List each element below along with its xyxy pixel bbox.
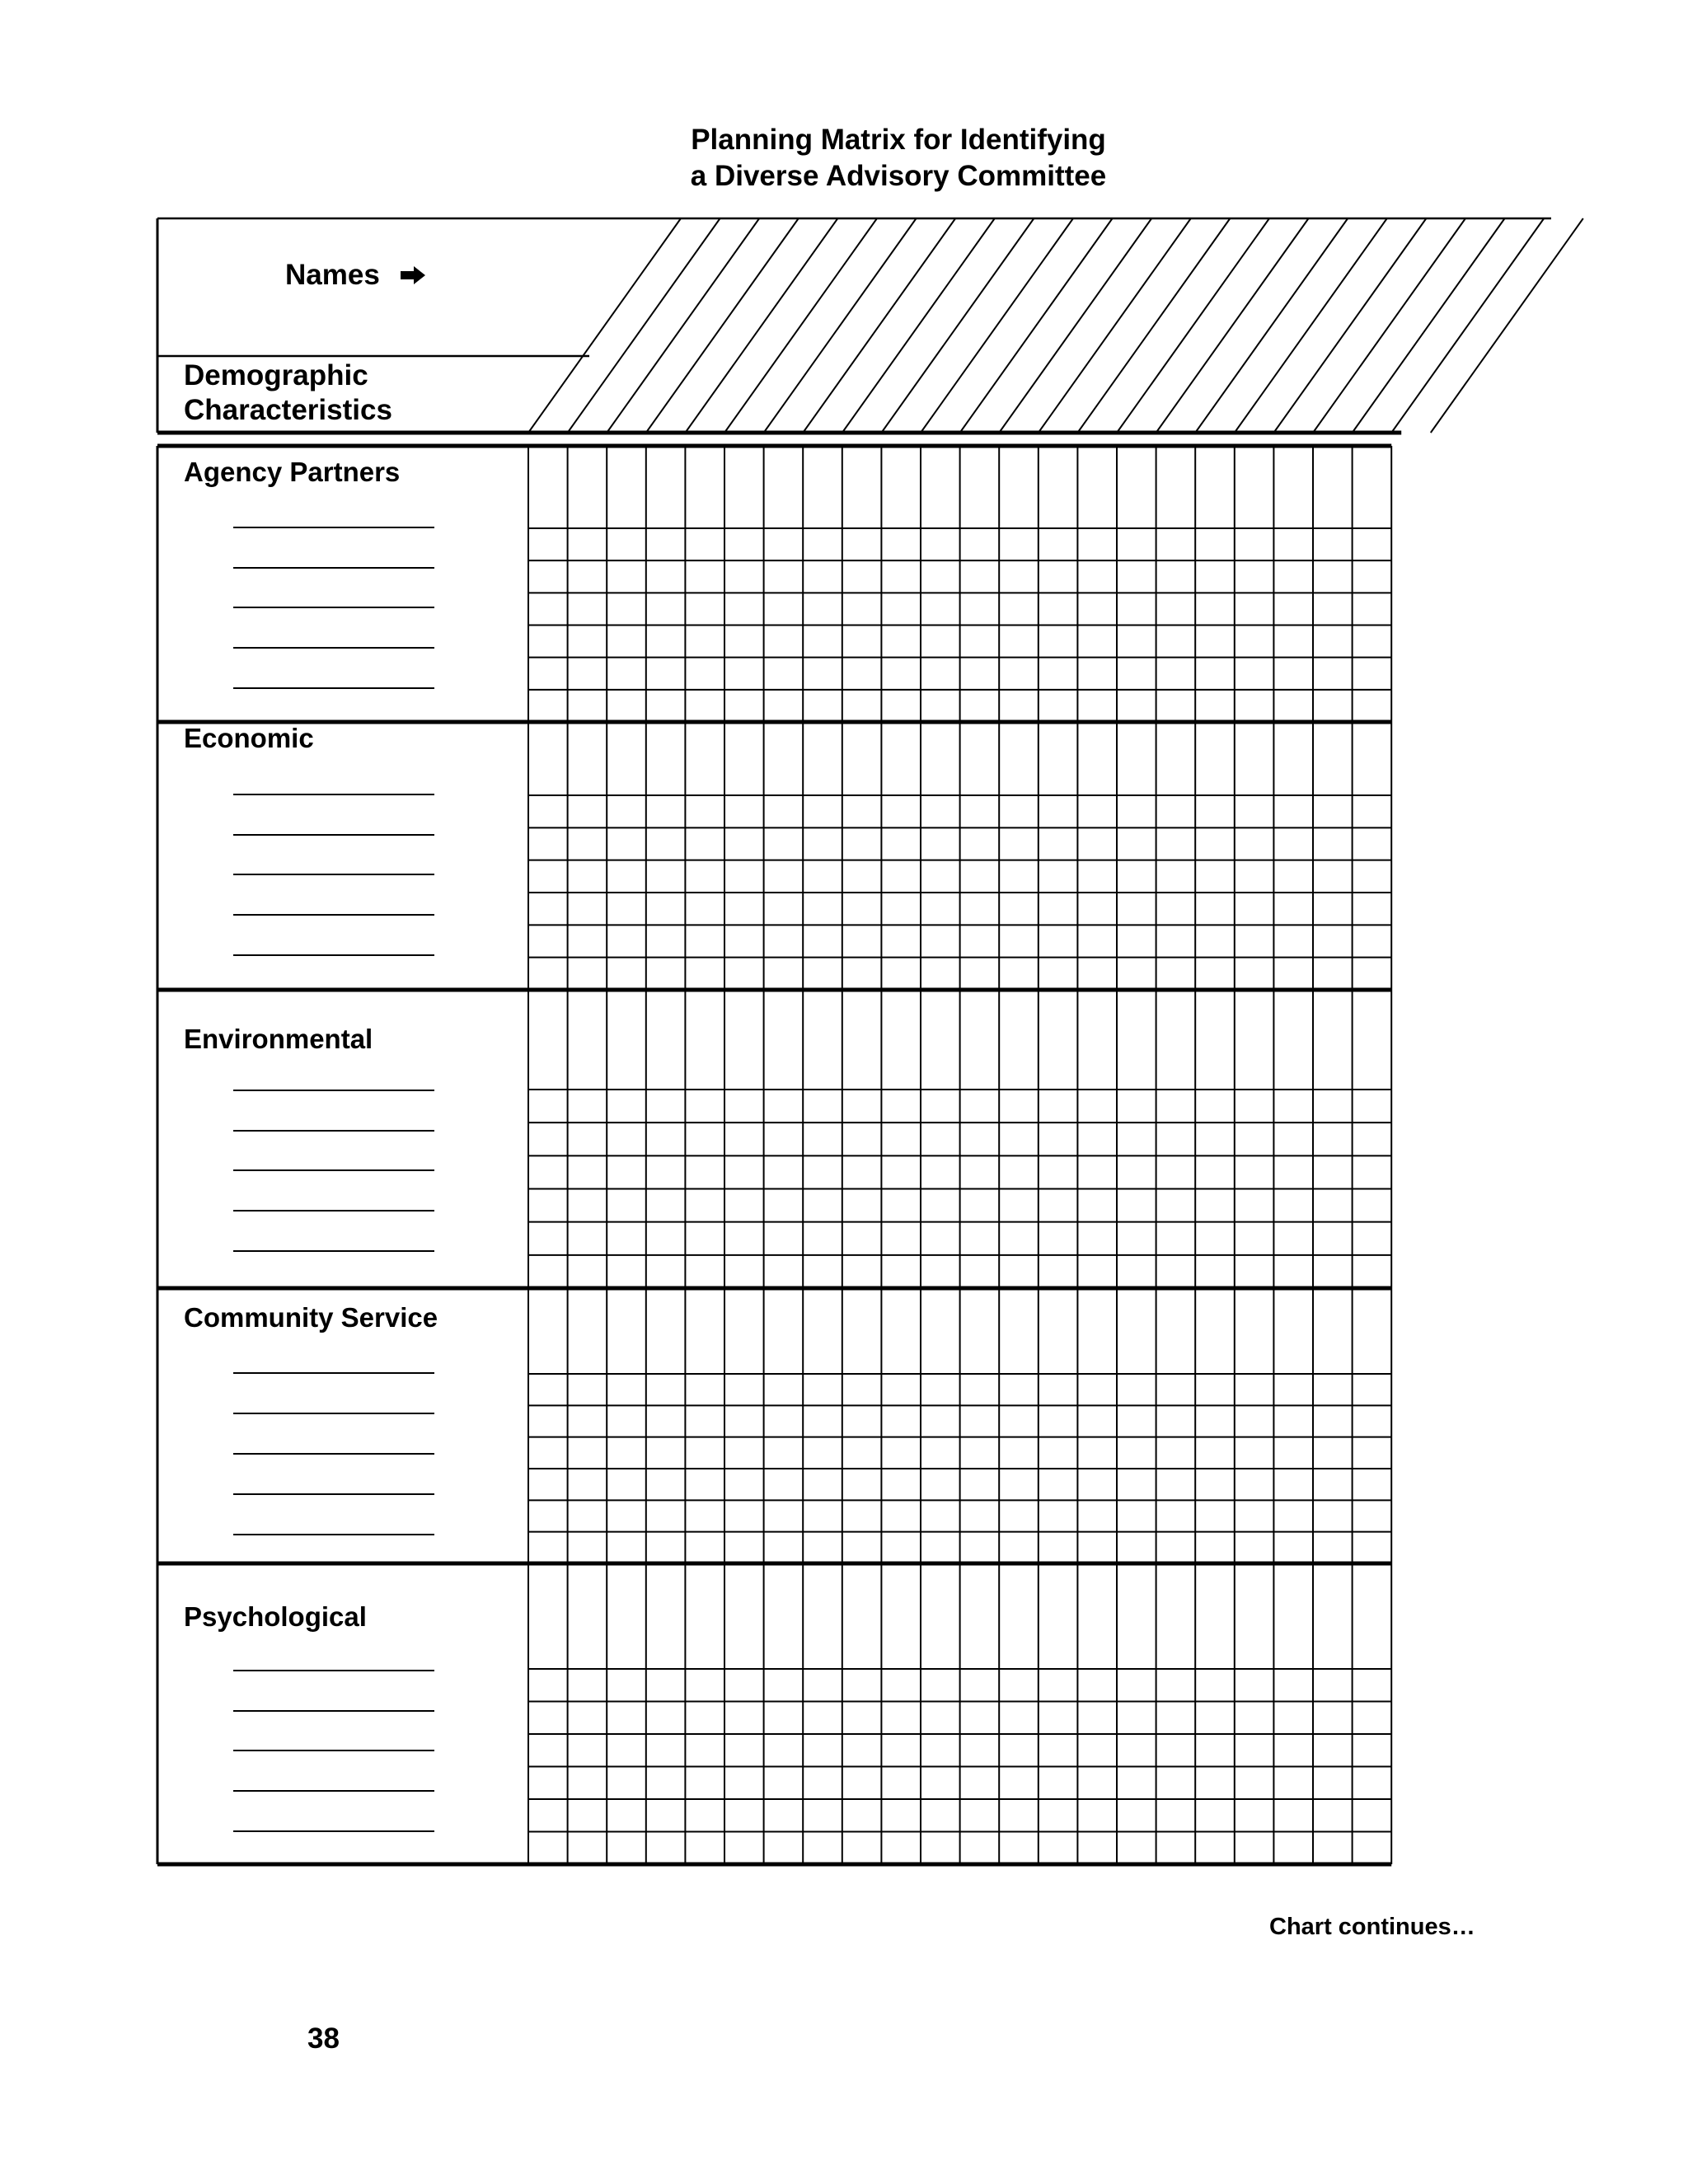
name-column-header[interactable] [1195,218,1348,433]
name-column-header[interactable] [921,218,1073,433]
chart-continues-note: Chart continues… [1269,1914,1475,1940]
section-label: Psychological [184,1601,367,1632]
name-column-header[interactable] [568,218,720,433]
section-label: Environmental [184,1024,373,1054]
name-column-header[interactable] [1039,218,1191,433]
page-number: 38 [307,2022,340,2055]
name-column-header[interactable] [999,218,1151,433]
title-line-1: Planning Matrix for Identifying [691,124,1106,156]
section-label: Economic [184,723,314,753]
name-column-header[interactable] [724,218,877,433]
name-column-header[interactable] [960,218,1113,433]
section-label: Community Service [184,1302,438,1333]
name-column-header[interactable] [528,218,681,433]
arrow-right-icon [401,266,425,284]
characteristics-label: Characteristics [184,394,392,426]
section-psychological [157,1563,1391,1864]
section-community-service [157,1288,1391,1563]
name-column-headers [528,218,1583,433]
name-column-header[interactable] [881,218,1034,433]
name-column-header[interactable] [1431,218,1583,433]
name-column-header[interactable] [685,218,837,433]
name-column-header[interactable] [764,218,917,433]
matrix-body [157,433,1401,1864]
name-column-header[interactable] [803,218,955,433]
section-environmental [157,990,1391,1288]
title-line-2: a Diverse Advisory Committee [690,160,1107,192]
name-column-header[interactable] [1313,218,1465,433]
name-column-header[interactable] [1353,218,1505,433]
name-column-header[interactable] [646,218,799,433]
name-column-header[interactable] [1391,218,1544,433]
names-label: Names [285,259,380,291]
name-column-header[interactable] [1235,218,1387,433]
name-column-header[interactable] [1273,218,1426,433]
name-column-header[interactable] [607,218,759,433]
section-economic [157,722,1391,990]
demographic-label: Demographic [184,359,368,391]
section-agency-partners [157,446,1391,722]
name-column-header[interactable] [842,218,995,433]
name-column-header[interactable] [1117,218,1269,433]
name-column-header[interactable] [1156,218,1309,433]
section-label: Agency Partners [184,457,401,487]
name-column-header[interactable] [1077,218,1230,433]
